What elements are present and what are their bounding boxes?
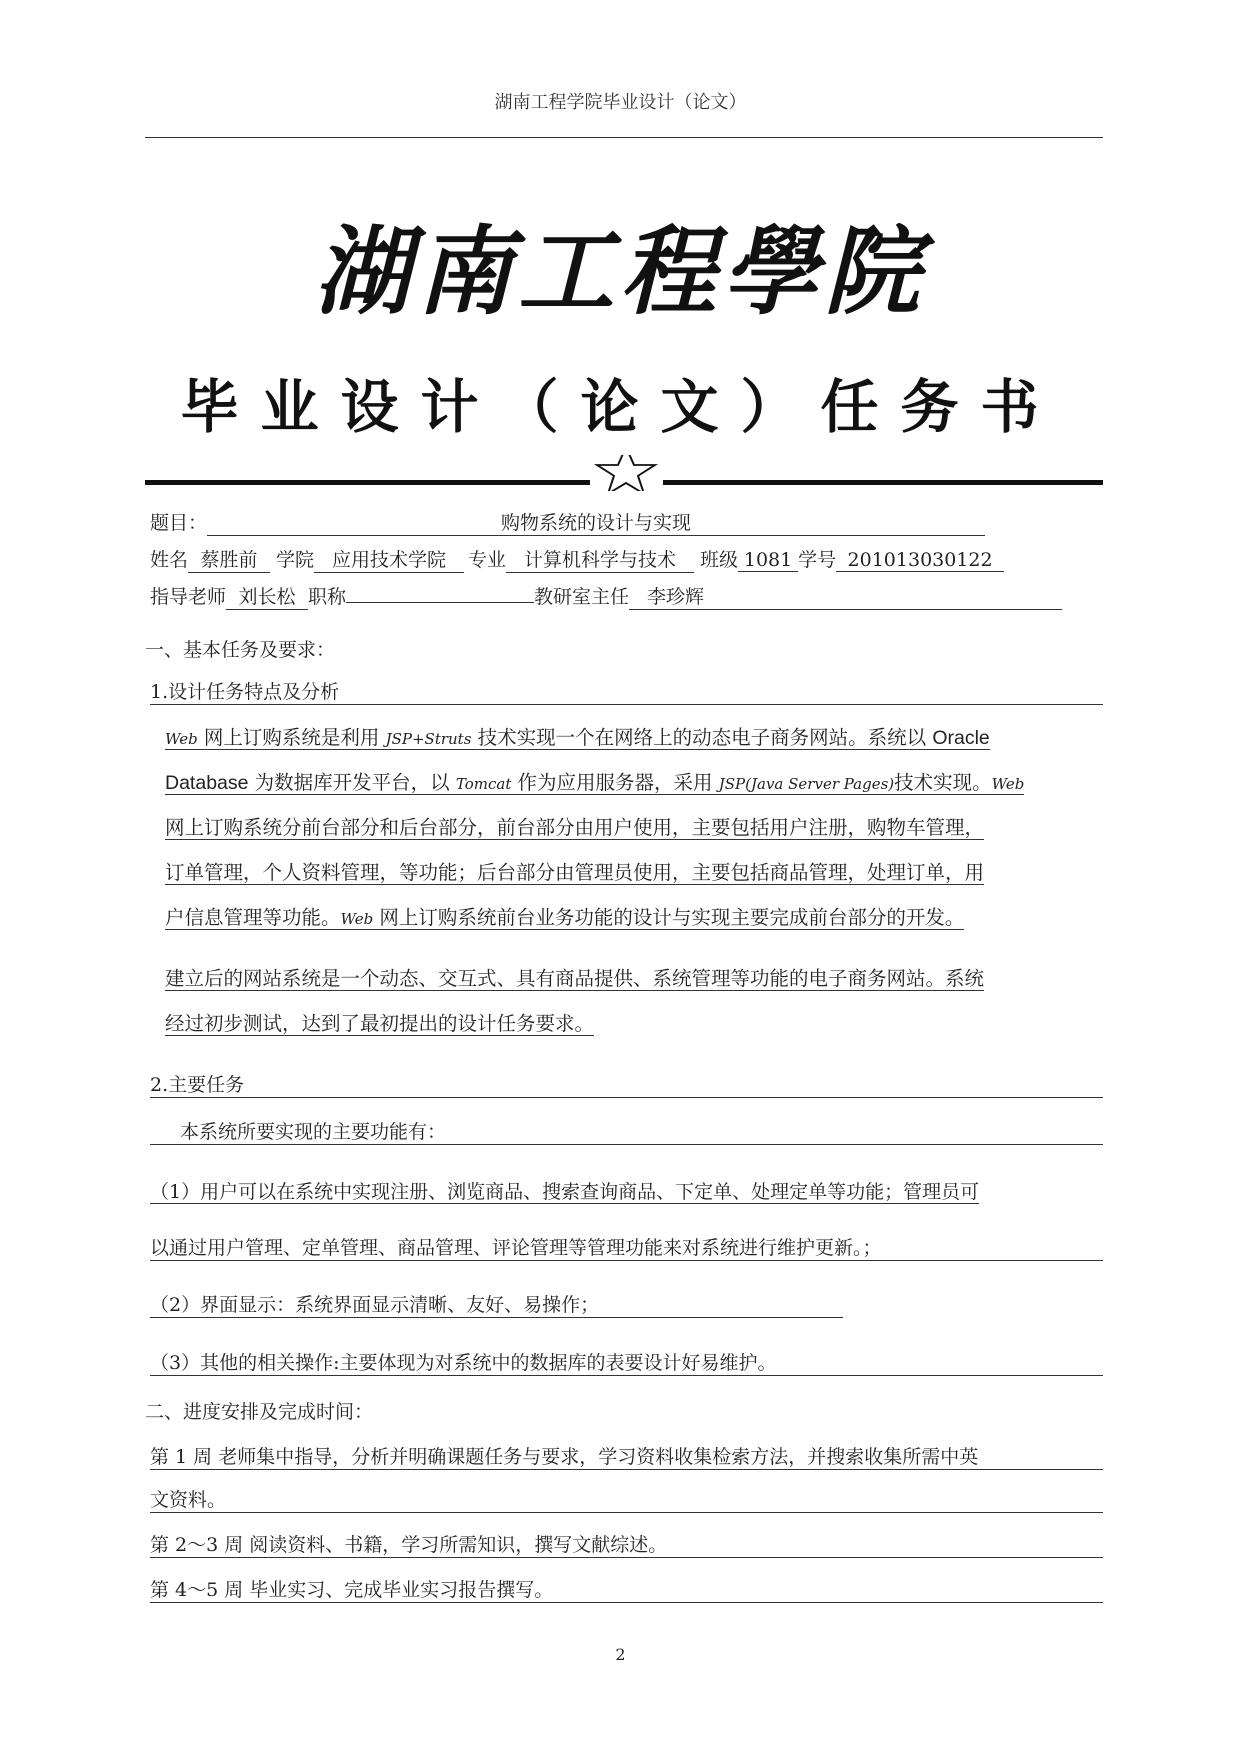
paragraph1-line5	[165, 902, 1085, 930]
schedule-week1-line1	[150, 1442, 1103, 1470]
class-label: 班级	[700, 549, 739, 571]
schedule-text: 第 4～5 周 毕业实习、完成毕业实习报告撰写。	[150, 1579, 554, 1601]
director-value: 李珍辉	[629, 582, 1062, 610]
schedule-text: 第 2～3 周 阅读资料、书籍，学习所需知识，撰写文献综述。	[150, 1534, 668, 1556]
section2-heading: 二、进度安排及完成时间：	[145, 1401, 374, 1423]
paragraph2-line1	[165, 963, 1085, 991]
text-segment: 网上订购系统是利用	[197, 726, 386, 749]
id-value: 201013030122	[836, 549, 1004, 572]
paragraph2-line2	[165, 1008, 1085, 1036]
page-number: 2	[615, 1645, 626, 1664]
text-segment: Web	[340, 910, 374, 928]
rank-value	[346, 602, 534, 603]
main-functions-intro	[150, 1117, 1103, 1145]
advisor-label: 指导老师	[150, 586, 227, 608]
advisor-value: 刘长松	[226, 582, 308, 610]
logo-text: 湖南工程學院	[314, 215, 926, 328]
schedule-text: 文资料。	[150, 1489, 227, 1511]
schedule-text: 第 1 周 老师集中指导，分析并明确课题任务与要求，学习资料收集检索方法，并搜索收集所需中英	[150, 1446, 979, 1468]
text-segment: 技术实现。	[894, 771, 992, 794]
text-segment: Web	[991, 775, 1025, 793]
star-divider	[145, 455, 1103, 490]
schedule-week2	[150, 1530, 1103, 1558]
text-segment: Database	[165, 772, 249, 794]
item-text: 以通过用户管理、定单管理、商品管理、评论管理等管理功能来对系统进行维护更新。；	[150, 1237, 882, 1259]
text-segment: 网上订购系统前台业务功能的设计与实现主要完成前台部分的开发。	[373, 906, 965, 929]
paragraph1-line4	[165, 857, 1085, 885]
text-segment: 为数据库开发平台，以	[248, 771, 456, 794]
subsection-1-text: 1.设计任务特点及分析	[150, 681, 340, 703]
item-text: （1）用户可以在系统中实现注册、浏览商品、搜索查询商品、下定单、处理定单等功能；管理员可	[150, 1181, 980, 1203]
college-label: 学院	[276, 549, 315, 571]
task-item-3	[150, 1348, 1103, 1376]
director-label: 教研室主任	[534, 586, 630, 608]
school-logo	[0, 210, 1241, 330]
major-label: 专业	[468, 549, 507, 571]
paragraph1-line2	[165, 767, 1085, 795]
text-segment: Web	[165, 730, 198, 748]
subsection-2-text: 2.主要任务	[150, 1074, 245, 1096]
college-value: 应用技术学院	[314, 545, 464, 573]
name-label: 姓名	[150, 549, 189, 571]
text-segment: 建立后的网站系统是一个动态、交互式、具有商品提供、系统管理等功能的电子商务网站。系统	[165, 967, 985, 990]
text-segment: JSP(Java Server Pages)	[718, 775, 895, 793]
text-segment: 作为应用服务器，采用	[511, 771, 719, 794]
paragraph1-line3	[165, 812, 1085, 840]
advisor-row	[150, 582, 1062, 610]
text-segment: Tomcat	[455, 775, 512, 793]
text-segment: 网上订购系统分前台部分和后台部分，前台部分由用户使用，主要包括用户注册，购物车管理，	[165, 816, 985, 839]
rank-label: 职称	[308, 586, 347, 608]
section1-heading: 一、基本任务及要求：	[145, 639, 336, 661]
header-divider	[145, 137, 1103, 138]
class-value: 1081	[738, 549, 798, 572]
star-icon	[597, 455, 655, 491]
document-title: 毕业设计（论文）任务书	[180, 373, 1061, 441]
item-text: （2）界面显示：系统界面显示清晰、友好、易操作；	[150, 1294, 600, 1316]
schedule-week1-line2	[150, 1485, 1103, 1513]
page-header: 湖南工程学院毕业设计（论文）	[494, 92, 747, 113]
student-row	[150, 545, 1004, 573]
major-value: 计算机科学与技术	[506, 545, 694, 573]
topic-row	[150, 508, 985, 536]
id-label: 学号	[798, 549, 837, 571]
topic-label: 题目：	[150, 512, 208, 534]
task-item-1-line2	[150, 1233, 1103, 1261]
text-segment: JSP+Struts	[385, 730, 472, 748]
text-segment: 经过初步测试，达到了最初提出的设计任务要求。	[165, 1012, 595, 1035]
schedule-week3	[150, 1575, 1103, 1603]
paragraph1-line1	[165, 722, 1085, 750]
subsection-2-heading	[150, 1070, 1103, 1098]
task-item-2	[150, 1290, 843, 1318]
subsection-1-heading	[150, 677, 1103, 705]
text-segment: 订单管理，个人资料管理，等功能；后台部分由管理员使用，主要包括商品管理，处理订单，用	[165, 861, 985, 884]
intro-text: 本系统所要实现的主要功能有：	[180, 1121, 447, 1143]
name-value: 蔡胜前	[188, 545, 270, 573]
text-segment: 技术实现一个在网络上的动态电子商务网站。系统以	[471, 726, 933, 749]
task-item-1-line1	[150, 1177, 1103, 1204]
text-segment: Oracle	[932, 727, 990, 749]
item-text: （3）其他的相关操作:主要体现为对系统中的数据库的表要设计好易维护。	[150, 1352, 777, 1374]
topic-value: 购物系统的设计与实现	[207, 508, 985, 536]
text-segment: 户信息管理等功能。	[165, 906, 341, 929]
